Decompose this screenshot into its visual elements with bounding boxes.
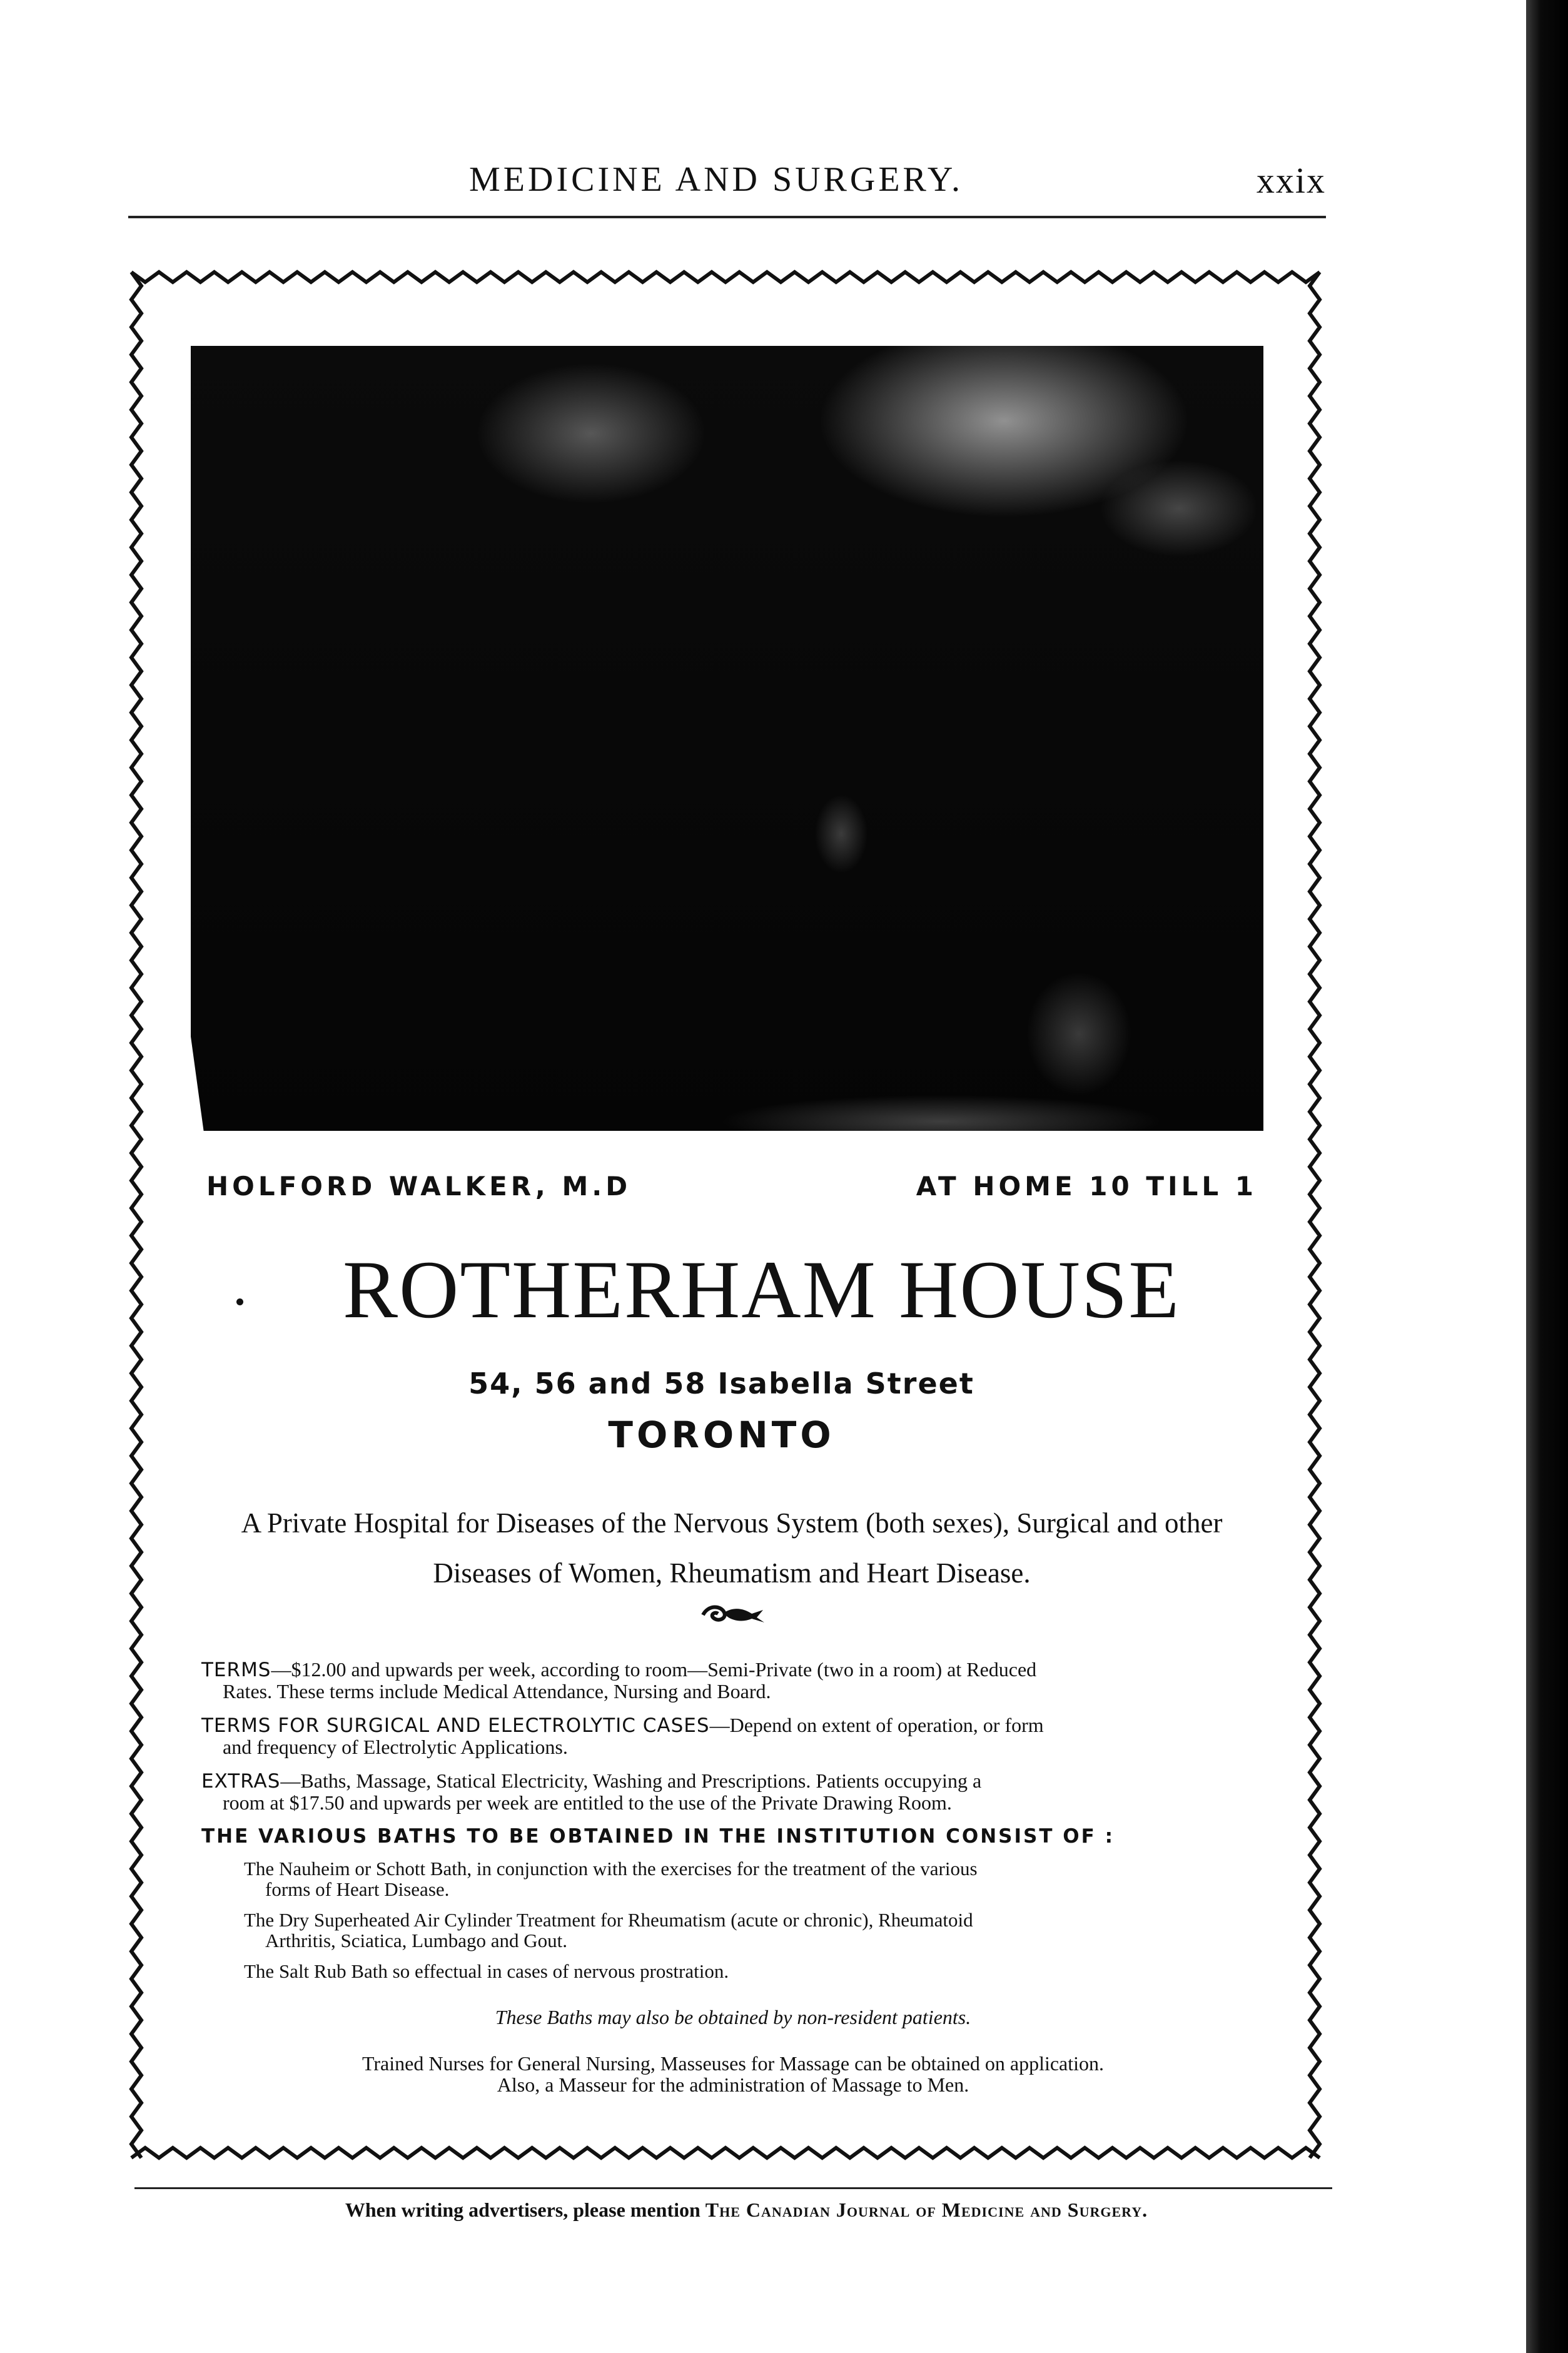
bath-text: The Salt Rub Bath so effectual in cases of nervous prostration. [244,1960,729,1982]
term-text-continued: room at $17.50 and upwards per week are entitled to the use of the Private Drawing Room. [223,1791,952,1814]
term-label: TERMS FOR SURGICAL AND ELECTROLYTIC CASES [201,1714,710,1737]
term-label: EXTRAS [201,1770,281,1793]
page-footer [0,2199,1530,2222]
header-rule [128,216,1326,218]
nurses-line: Trained Nurses for General Nursing, Masseuses for Massage can be obtained on application. [362,2052,1105,2075]
bath-item [244,1858,1265,1900]
bath-item [244,1910,1265,1951]
bath-item [244,1961,1265,1981]
non-resident-note: These Baths may also be obtained by non-resident patients. [495,2006,971,2028]
bath-text-continued: forms of Heart Disease. [265,1878,450,1900]
term-text-continued: and frequency of Electrolytic Applications. [223,1736,568,1758]
bath-text: The Dry Superheated Air Cylinder Treatment for Rheumatism (acute or chronic), Rheumatoid [244,1909,973,1931]
zigzag-edge [131,272,1320,282]
term-paragraph [201,1770,1265,1813]
term-paragraph [201,1714,1265,1758]
city-name: TORONTO [608,1414,835,1456]
running-title: MEDICINE AND SURGERY. [469,160,964,199]
zigzag-edge [1310,272,1320,2158]
page-header [131,159,1326,210]
nurses-notice [201,2053,1265,2095]
bath-text-continued: Arthritis, Sciatica, Lumbago and Gout. [265,1930,567,1951]
term-label: TERMS [201,1659,271,1681]
term-text: —Depend on extent of operation, or form [709,1714,1044,1736]
page-number: xxix [1256,160,1326,201]
bath-text: The Nauheim or Schott Bath, in conjunction with the exercises for the treatment of the various [244,1858,978,1880]
street-address: 54, 56 and 58 Isabella Street [468,1367,974,1400]
term-text: —$12.00 and upwards per week, according to room—Semi-Private (two in a room) at Reduced [271,1658,1037,1681]
baths-heading: THE VARIOUS BATHS TO BE OBTAINED IN THE INSTITUTION CONSIST OF : [201,1825,1115,1848]
zigzag-edge [131,2148,1320,2158]
terms-section [201,1659,1265,2095]
journal-name: The Canadian Journal of Medicine and Surgery. [705,2199,1148,2221]
footer-prefix: When writing advertisers, please mention [345,2199,701,2221]
scan-edge [1526,0,1568,2353]
masseur-line: Also, a Masseur for the administration of Massage to Men. [497,2073,969,2096]
house-title: ROTHERHAM HOUSE [342,1243,1181,1335]
zigzag-edge [131,272,141,2158]
fleuron-ornament-icon [699,1601,768,1626]
term-text: —Baths, Massage, Statical Electricity, Washing and Prescriptions. Patients occupying a [280,1769,982,1792]
building-photograph [191,346,1263,1131]
term-paragraph [201,1659,1265,1702]
footer-rule [134,2187,1332,2189]
term-text-continued: Rates. These terms include Medical Attendance, Nursing and Board. [223,1680,771,1703]
office-hours: AT HOME 10 TILL 1 [916,1171,1257,1202]
doctor-name: HOLFORD WALKER, M.D [206,1171,632,1202]
hospital-description: A Private Hospital for Diseases of the Nervous System (both sexes), Surgical and other Diseases of Women, Rheumatism and Heart Disease. [241,1507,1223,1589]
